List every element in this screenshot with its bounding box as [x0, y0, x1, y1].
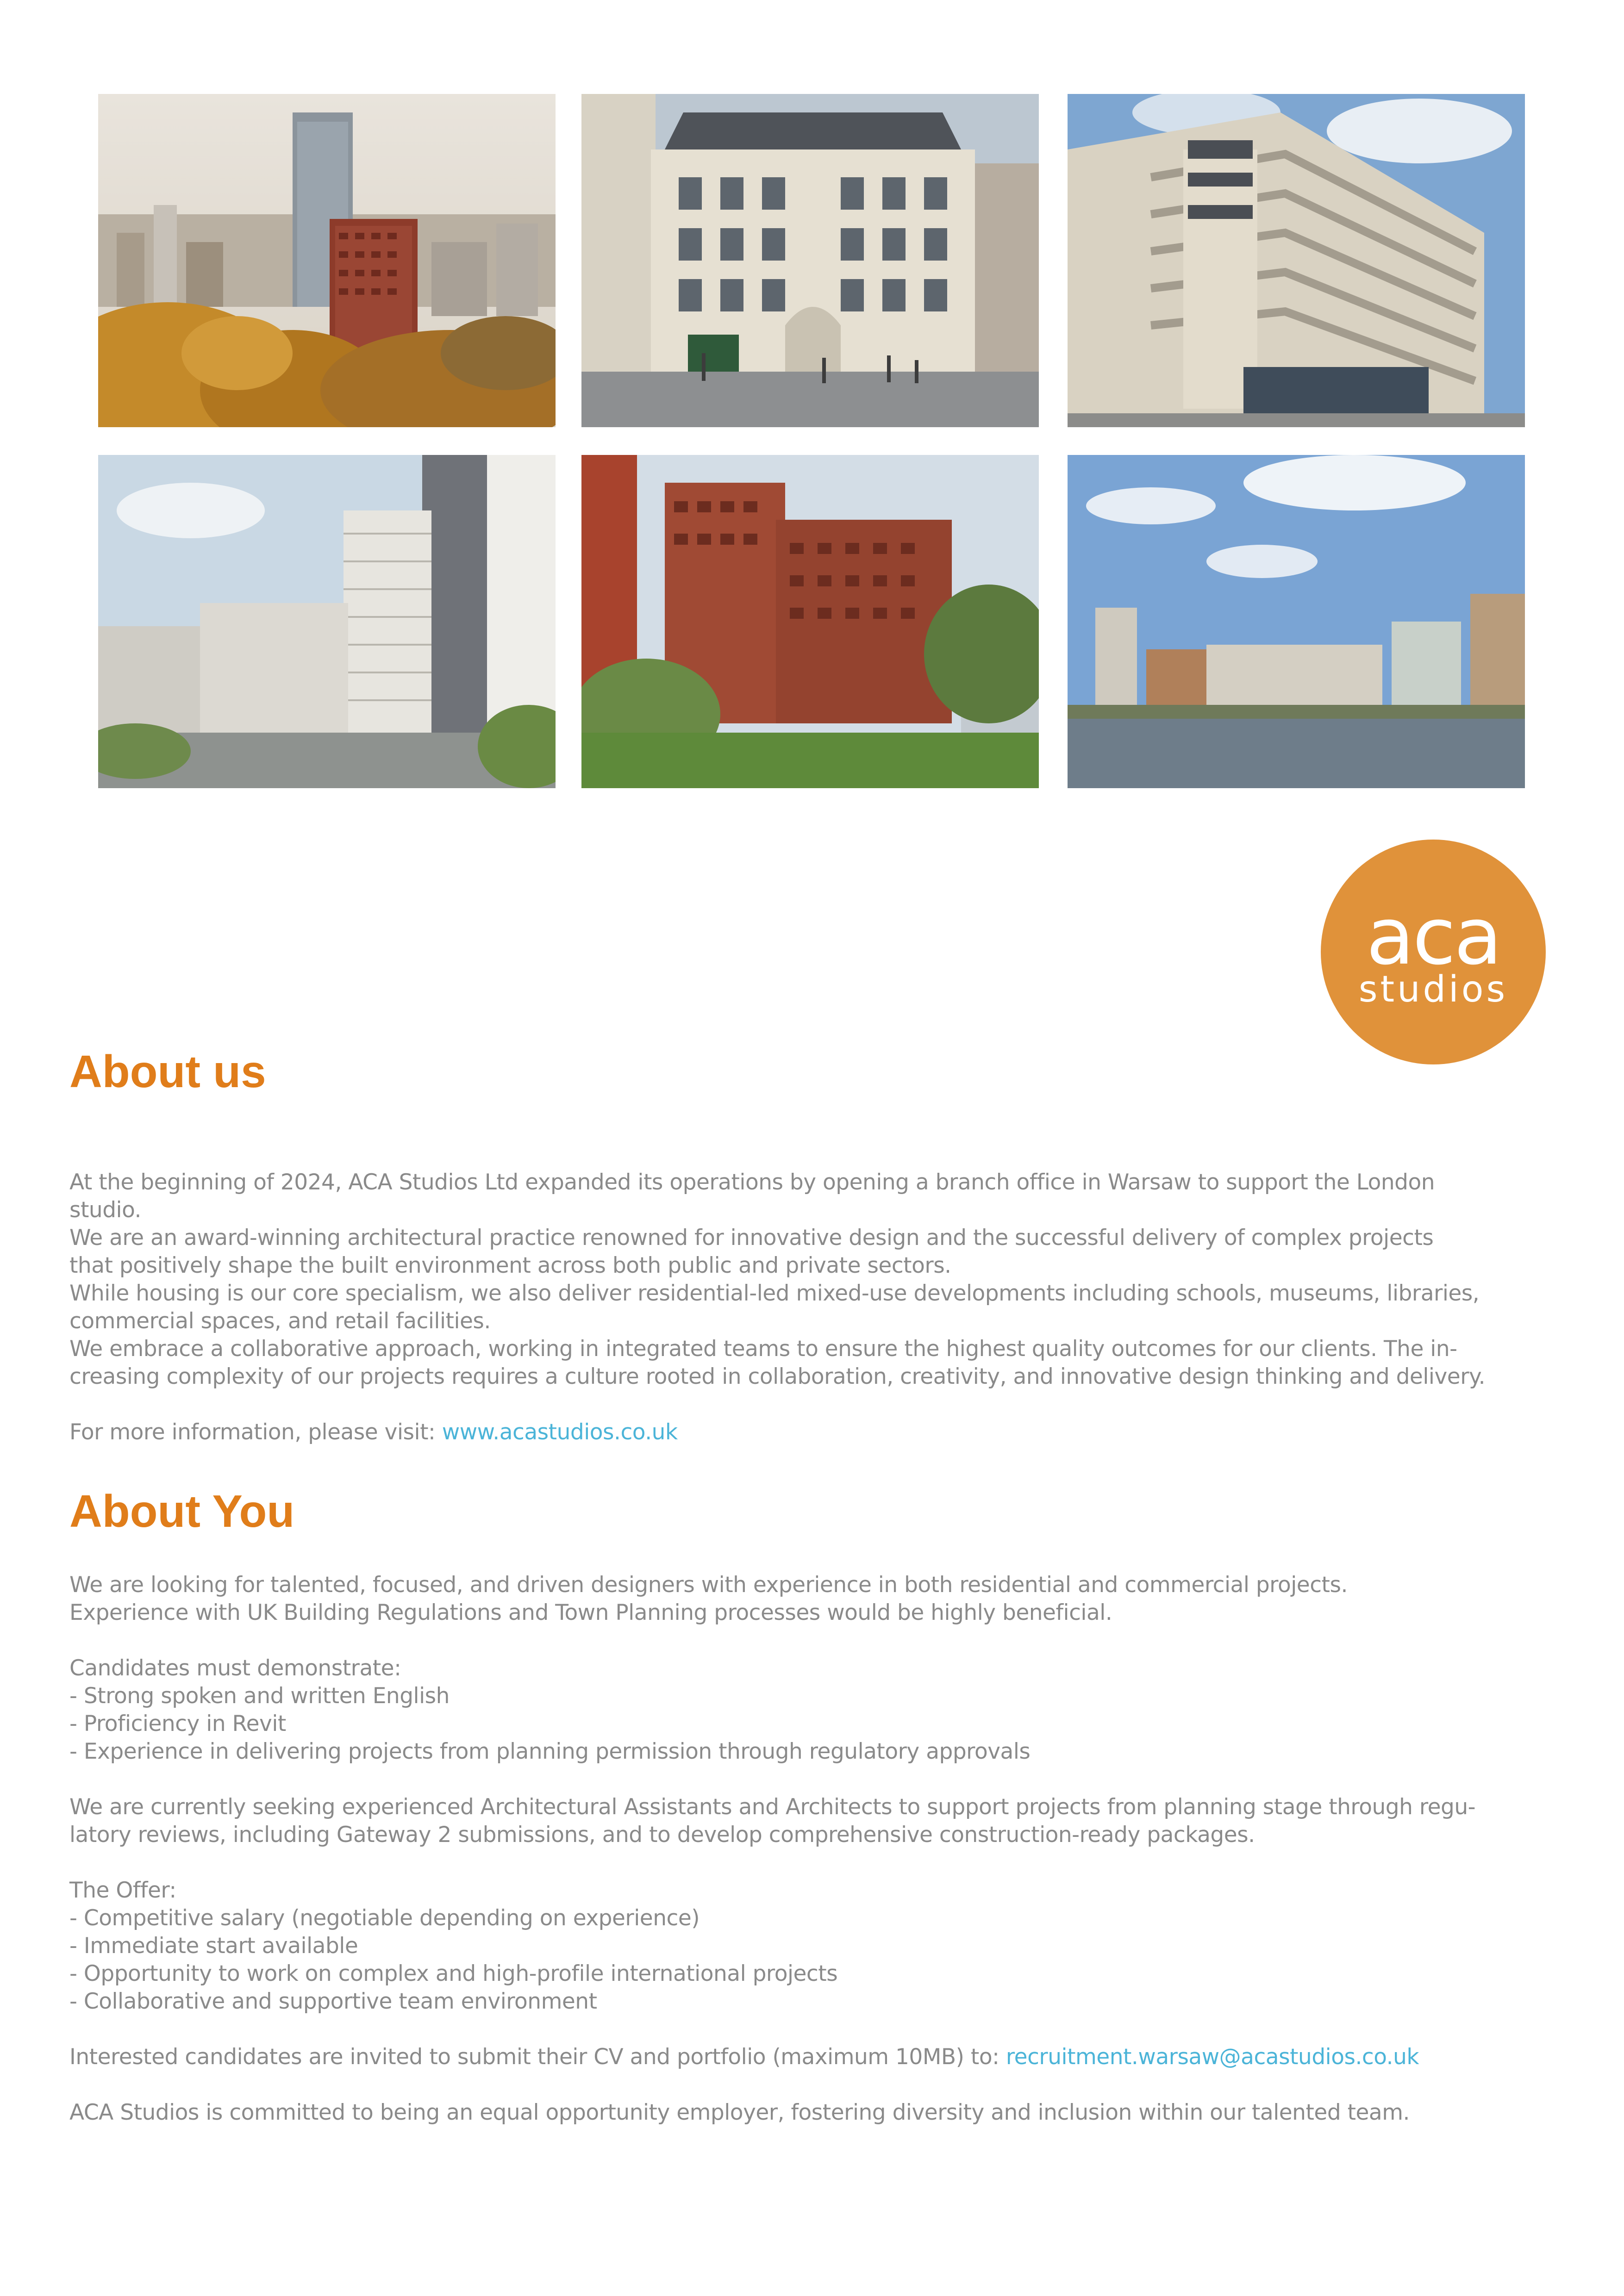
logo-sub: studios	[1358, 969, 1508, 1010]
photo-tower-autumn	[98, 94, 556, 427]
seeking-line: We are currently seeking experienced Architectural Assistants and Architects to support projects from planning stage through regu-	[69, 1794, 1476, 1820]
offer-item: - Opportunity to work on complex and high-profile international projects	[69, 1961, 838, 1986]
offer-title: The Offer:	[69, 1878, 176, 1903]
about-us-line: While housing is our core specialism, we also deliver residential-led mixed-use developments including schools, museums, libraries,	[69, 1281, 1480, 1306]
equal-opportunity-statement: ACA Studios is committed to being an equal opportunity employer, fostering diversity and inclusion within our talented team.	[69, 2100, 1410, 2125]
about-us-line: studio.	[69, 1197, 141, 1223]
apply-label: Interested candidates are invited to submit their CV and portfolio (maximum 10MB) to:	[69, 2044, 1006, 2070]
website-link[interactable]: www.acastudios.co.uk	[442, 1419, 678, 1445]
about-us-text	[69, 1169, 1565, 1446]
requirement-item: - Strong spoken and written English	[69, 1683, 450, 1709]
requirement-item: - Experience in delivering projects from planning permission through regulatory approvals	[69, 1739, 1031, 1764]
photo-heritage-facade	[581, 94, 1039, 427]
about-us-line: creasing complexity of our projects requires a culture rooted in collaboration, creativity, and innovative design thinking and delivery.	[69, 1364, 1486, 1389]
photo-balcony-block	[1068, 94, 1525, 427]
photo-riverside	[1068, 455, 1525, 788]
about-you-heading: About You	[69, 1486, 295, 1537]
seeking-line: latory reviews, including Gateway 2 submissions, and to develop comprehensive construction-ready packages.	[69, 1822, 1255, 1848]
about-us-heading: About us	[69, 1046, 266, 1097]
offer-item: - Competitive salary (negotiable depending on experience)	[69, 1905, 700, 1931]
more-info-label: For more information, please visit:	[69, 1419, 442, 1445]
spacer	[69, 2071, 1565, 2099]
spacer	[69, 1627, 1565, 1655]
requirements-title: Candidates must demonstrate:	[69, 1655, 401, 1681]
photo-brick-courtyard	[581, 455, 1039, 788]
spacer	[69, 2016, 1565, 2043]
offer-item: - Immediate start available	[69, 1933, 358, 1959]
intro-line: Experience with UK Building Regulations and Town Planning processes would be highly beneficial.	[69, 1600, 1112, 1625]
spacer	[69, 1766, 1565, 1793]
about-us-line: At the beginning of 2024, ACA Studios Ltd expanded its operations by opening a branch office in Warsaw to support the London	[69, 1170, 1435, 1195]
logo-word: aca	[1366, 891, 1500, 983]
spacer	[69, 1849, 1565, 1877]
intro-line: We are looking for talented, focused, and driven designers with experience in both residential and commercial projects.	[69, 1572, 1348, 1598]
about-us-line: We are an award-winning architectural practice renowned for innovative design and the successful delivery of complex projects	[69, 1225, 1434, 1251]
about-you-text	[69, 1571, 1565, 2127]
about-us-line: that positively shape the built environment across both public and private sectors.	[69, 1253, 951, 1278]
spacer	[69, 1391, 1565, 1419]
apply-line	[69, 2043, 1565, 2071]
more-info-line	[69, 1419, 1565, 1446]
aca-studios-logo	[1321, 840, 1546, 1064]
about-us-line: commercial spaces, and retail facilities.	[69, 1308, 491, 1334]
requirement-item: - Proficiency in Revit	[69, 1711, 286, 1736]
email-link[interactable]: recruitment.warsaw@acastudios.co.uk	[1006, 2044, 1419, 2070]
about-us-line: We embrace a collaborative approach, working in integrated teams to ensure the highest quality outcomes for our clients. The in-	[69, 1336, 1457, 1362]
offer-item: - Collaborative and supportive team environment	[69, 1989, 597, 2014]
photo-highrise-render	[98, 455, 556, 788]
